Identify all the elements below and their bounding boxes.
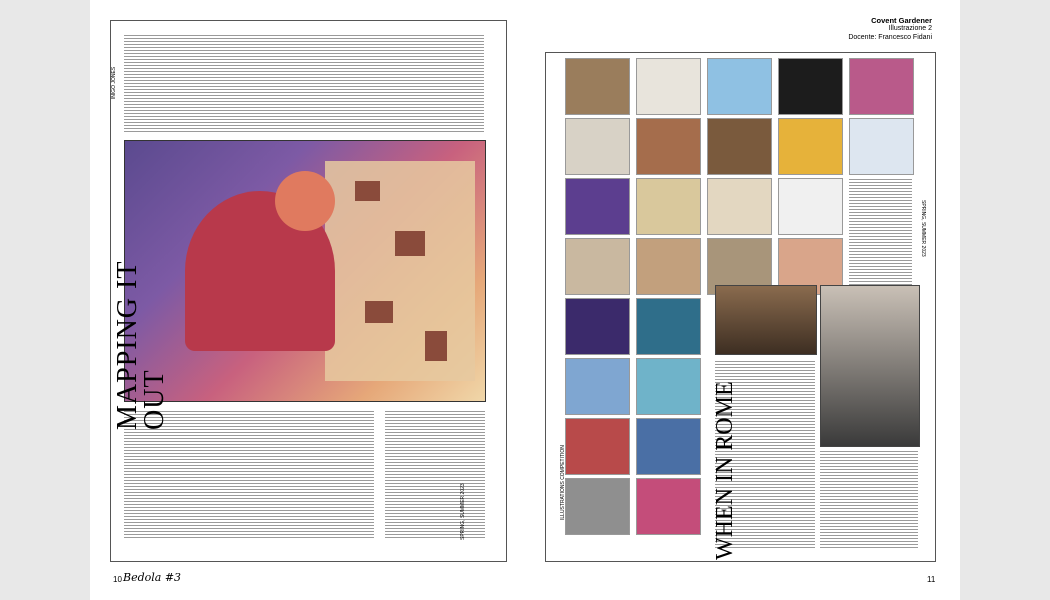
thumbnail-illustration (565, 298, 630, 355)
thumbnail-illustration (778, 118, 843, 175)
thumbnail-illustration (565, 238, 630, 295)
thumbnail-illustration (707, 118, 772, 175)
model-building-4 (425, 331, 447, 361)
right-margin-band (960, 0, 1050, 600)
right-article-title: WHEN IN ROME (712, 381, 738, 560)
thumbnail-illustration (565, 118, 630, 175)
inigo-jones-illustration (124, 140, 486, 402)
thumbnail-illustration (565, 478, 630, 535)
right-body-text-2 (820, 450, 918, 550)
drafting-table (325, 161, 475, 381)
magazine-logo: Bedola #3 (123, 571, 182, 584)
thumbnail-illustration (849, 118, 914, 175)
thumbnail-illustration (849, 58, 914, 115)
thumbnail-illustration (636, 298, 701, 355)
right-page-number: 11 (927, 575, 936, 584)
right-quote-text (849, 178, 912, 293)
thumbnail-illustration (636, 58, 701, 115)
thumbnail-illustration (636, 478, 701, 535)
thumbnail-illustration (707, 178, 772, 235)
thumbnail-illustration (636, 238, 701, 295)
thumbnail-illustration (565, 358, 630, 415)
thumbnail-illustration (778, 58, 843, 115)
thumbnail-illustration (636, 418, 701, 475)
model-building-2 (395, 231, 425, 256)
credit-title: Covent Gardener (871, 16, 932, 25)
left-section-tag: INIGO JONES (111, 66, 118, 100)
left-pullquote-text (385, 410, 485, 540)
left-footer: SPRING, SUMMER 2023 (460, 483, 466, 540)
left-body-text-top (124, 34, 484, 134)
credit-block (848, 16, 932, 43)
thumbnail-illustration (636, 358, 701, 415)
thumbnail-illustration (707, 58, 772, 115)
left-page-number: 10 (113, 575, 122, 584)
model-building-3 (365, 301, 393, 323)
article-title: MAPPING IT OUT (112, 261, 170, 430)
group-photo (820, 285, 920, 447)
thumbnail-illustration (778, 178, 843, 235)
figure-head (275, 171, 335, 231)
thumbnail-illustration (565, 58, 630, 115)
article-title-block (112, 260, 170, 430)
thumbnail-illustration (565, 418, 630, 475)
thumbnail-illustration (636, 118, 701, 175)
model-building-1 (355, 181, 380, 201)
credit-teacher: Docente: Francesco Fidani (848, 34, 932, 42)
right-section-tag: ILLUSTRATIONS COMPETITION (560, 445, 566, 520)
building-photo (715, 285, 817, 355)
right-footer: SPRING, SUMMER 2023 (920, 200, 926, 257)
left-margin-band (0, 0, 90, 600)
thumbnail-illustration (565, 178, 630, 235)
thumbnail-illustration (636, 178, 701, 235)
credit-subtitle: Illustrazione 2 (888, 25, 932, 33)
